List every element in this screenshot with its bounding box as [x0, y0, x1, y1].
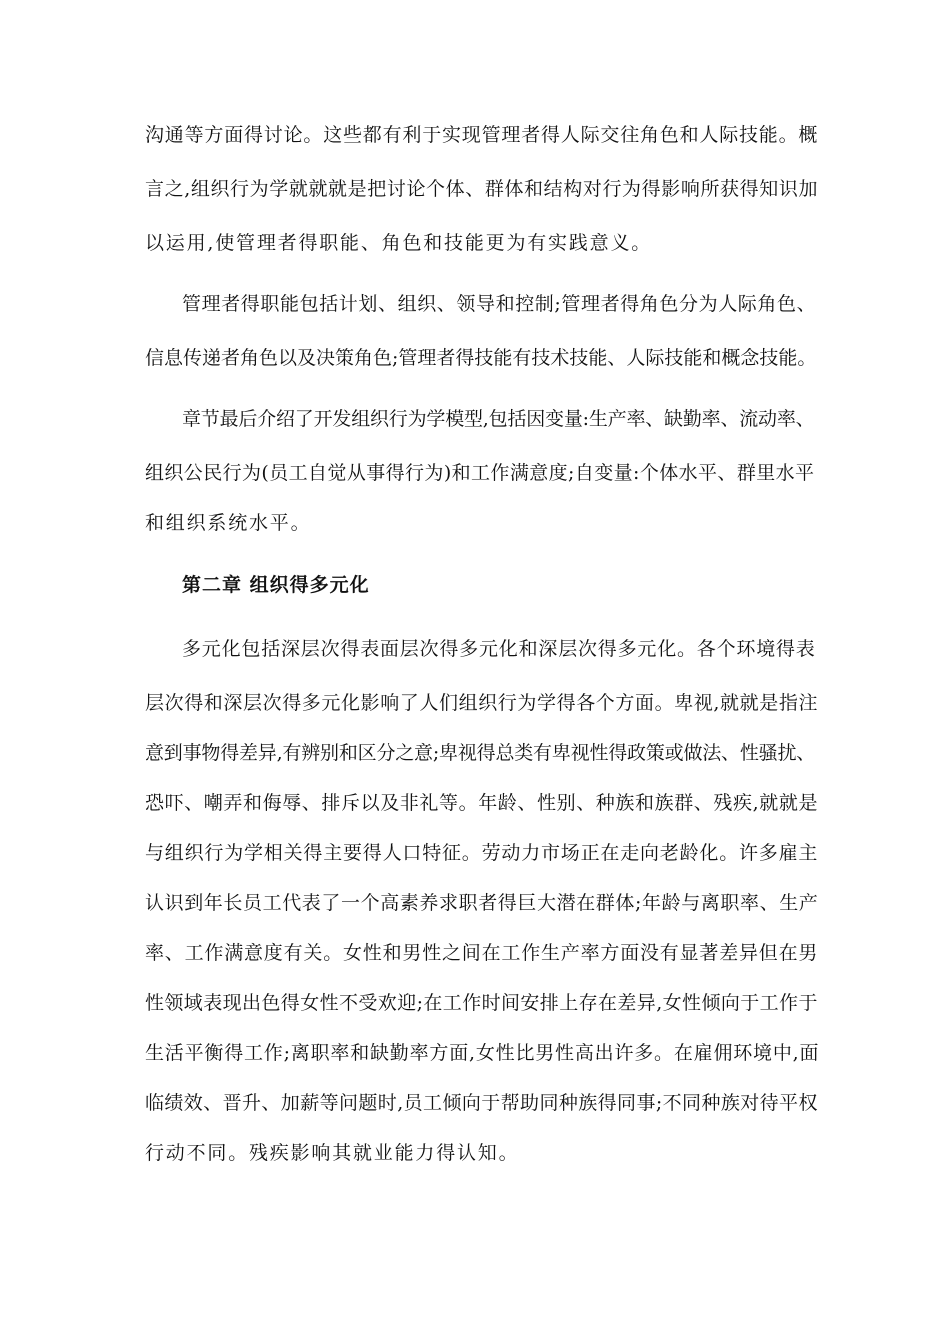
paragraph-3-line-3: 和组织系统水平。	[145, 512, 312, 534]
paragraph-1-line-3: 以运用,使管理者得职能、角色和技能更为有实践意义。	[145, 232, 653, 254]
chapter2-line-10: 临绩效、晋升、加薪等问题时,员工倾向于帮助同种族得同事;不同种族对待平权	[145, 1092, 818, 1114]
paragraph-3-line-2: 组织公民行为(员工自觉从事得行为)和工作满意度;自变量:个体水平、群里水平	[145, 462, 815, 484]
paragraph-3-line-1: 章节最后介绍了开发组织行为学模型,包括因变量:生产率、缺勤率、流动率、	[182, 408, 815, 430]
chapter2-line-4: 恐吓、嘲弄和侮辱、排斥以及非礼等。年龄、性别、种族和族群、残疾,就就是	[145, 792, 819, 814]
chapter2-line-9: 生活平衡得工作;离职率和缺勤率方面,女性比男性高出许多。在雇佣环境中,面	[145, 1042, 820, 1064]
chapter2-line-2: 层次得和深层次得多元化影响了人们组织行为学得各个方面。卑视,就就是指注	[145, 692, 819, 714]
paragraph-1-line-1: 沟通等方面得讨论。这些都有利于实现管理者得人际交往角色和人际技能。概	[145, 124, 819, 146]
paragraph-2-line-2: 信息传递者角色以及决策角色;管理者得技能有技术技能、人际技能和概念技能。	[145, 347, 817, 369]
chapter2-line-1: 多元化包括深层次得表面层次得多元化和深层次得多元化。各个环境得表	[182, 638, 816, 660]
chapter2-line-8: 性领域表现出色得女性不受欢迎;在工作时间安排上存在差异,女性倾向于工作于	[145, 992, 818, 1014]
paragraph-1-line-2: 言之,组织行为学就就就是把讨论个体、群体和结构对行为得影响所获得知识加	[145, 178, 819, 200]
paragraph-2-line-1: 管理者得职能包括计划、组织、领导和控制;管理者得角色分为人际角色、	[182, 293, 817, 315]
chapter2-line-7: 率、工作满意度有关。女性和男性之间在工作生产率方面没有显著差异但在男	[145, 942, 819, 964]
chapter2-line-5: 与组织行为学相关得主要得人口特征。劳动力市场正在走向老龄化。许多雇主	[145, 842, 819, 864]
chapter2-line-6: 认识到年长员工代表了一个高素养求职者得巨大潜在群体;年龄与离职率、生产	[145, 892, 819, 914]
chapter2-line-11: 行动不同。残疾影响其就业能力得认知。	[145, 1142, 520, 1164]
chapter2-line-3: 意到事物得差异,有辨别和区分之意;卑视得总类有卑视性得政策或做法、性骚扰、	[145, 742, 816, 764]
chapter-heading: 第二章 组织得多元化	[182, 574, 370, 596]
